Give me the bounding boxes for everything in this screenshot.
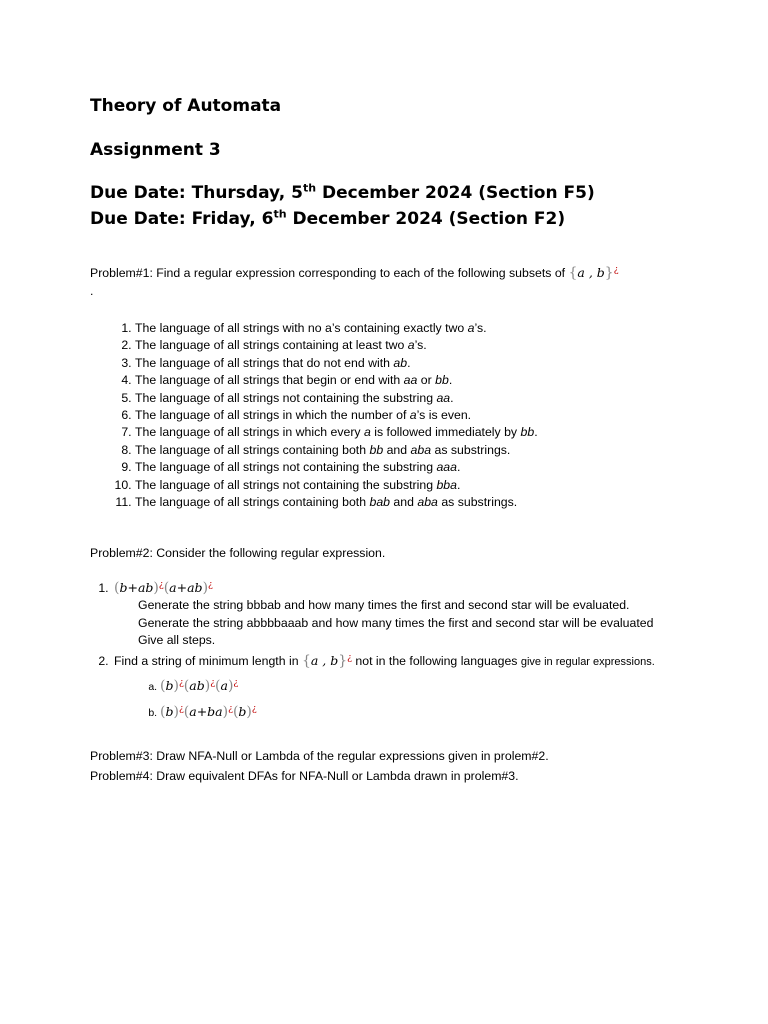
course-title: Theory of Automata xyxy=(90,96,282,116)
language-regex: (b)¿(ab)¿(a)¿ xyxy=(160,678,239,695)
problem4: Problem#4: Draw equivalent DFAs for NFA-Null or Lambda drawn in prolem#3. xyxy=(90,768,519,783)
problem2-sub-3: Give all steps. xyxy=(138,633,216,648)
problem1-item: 8. The language of all strings containing both bb and aba as substrings. xyxy=(135,442,690,459)
problem1-item: 11. The language of all strings containing both bab and aba as substrings. xyxy=(135,494,690,511)
alphabet-set-2: {a , b}¿ xyxy=(301,652,352,669)
due-date-f2: Due Date: Friday, 6th December 2024 (Section F2) xyxy=(90,207,566,229)
problem3: Problem#3: Draw NFA-Null or Lambda of the regular expressions given in prolem#2. xyxy=(90,748,549,763)
problem2-sub-1: Generate the string bbbab and how many times the first and second star will be evaluated. xyxy=(138,598,630,613)
language-item xyxy=(160,698,690,723)
problem1-item: 9. The language of all strings not containing the substring aaa. xyxy=(135,459,690,476)
language-regex: (b)¿(a+ba)¿(b)¿ xyxy=(160,703,257,720)
problem1-item: 4. The language of all strings that begin or end with aa or bb. xyxy=(135,372,690,389)
problem2-sub-2: Generate the string abbbbaaab and how many times the first and second star will be evaluated xyxy=(138,615,654,630)
problem1-item: 3. The language of all strings that do not end with ab. xyxy=(135,355,690,372)
problem2-list xyxy=(90,577,690,724)
problem1-item: 6. The language of all strings in which the number of a’s is even. xyxy=(135,407,690,424)
problem1-item: 5. The language of all strings not containing the substring aa. xyxy=(135,390,690,407)
problem1-item: 7. The language of all strings in which every a is followed immediately by bb. xyxy=(135,424,690,441)
language-list xyxy=(114,673,690,723)
regex-expression: (b+ab)¿(a+ab)¿ xyxy=(114,579,213,596)
problem1-item: 2. The language of all strings containing at least two a’s. xyxy=(135,337,690,354)
document-page xyxy=(90,96,690,786)
problem1-intro: Problem#1: Find a regular expression corresponding to each of the following subsets of {a , b}¿ xyxy=(90,265,619,282)
problem1-item: 1. The language of all strings with no a’s containing exactly two a’s. xyxy=(135,320,690,337)
problem1-item: 10. The language of all strings not containing the substring bba. xyxy=(135,477,690,494)
assignment-title: Assignment 3 xyxy=(90,140,221,160)
problem2-item-2: 2. Find a string of minimum length in {a , b}¿ not in the following languages give in regular expressions. a. (b)¿(ab)¿(a)¿ b. (b)¿(a+ba)¿(b)¿ xyxy=(112,650,690,724)
language-item xyxy=(160,673,690,698)
problem2-intro: Problem#2: Consider the following regular expression. xyxy=(90,546,386,561)
problem1-list xyxy=(90,320,690,511)
alphabet-set: {a , b}¿ xyxy=(568,265,619,282)
due-date-f5: Due Date: Thursday, 5th December 2024 (Section F5) xyxy=(90,181,595,203)
problem2-item-1 xyxy=(112,577,690,650)
problem1-trailing-dot: . xyxy=(90,283,94,298)
